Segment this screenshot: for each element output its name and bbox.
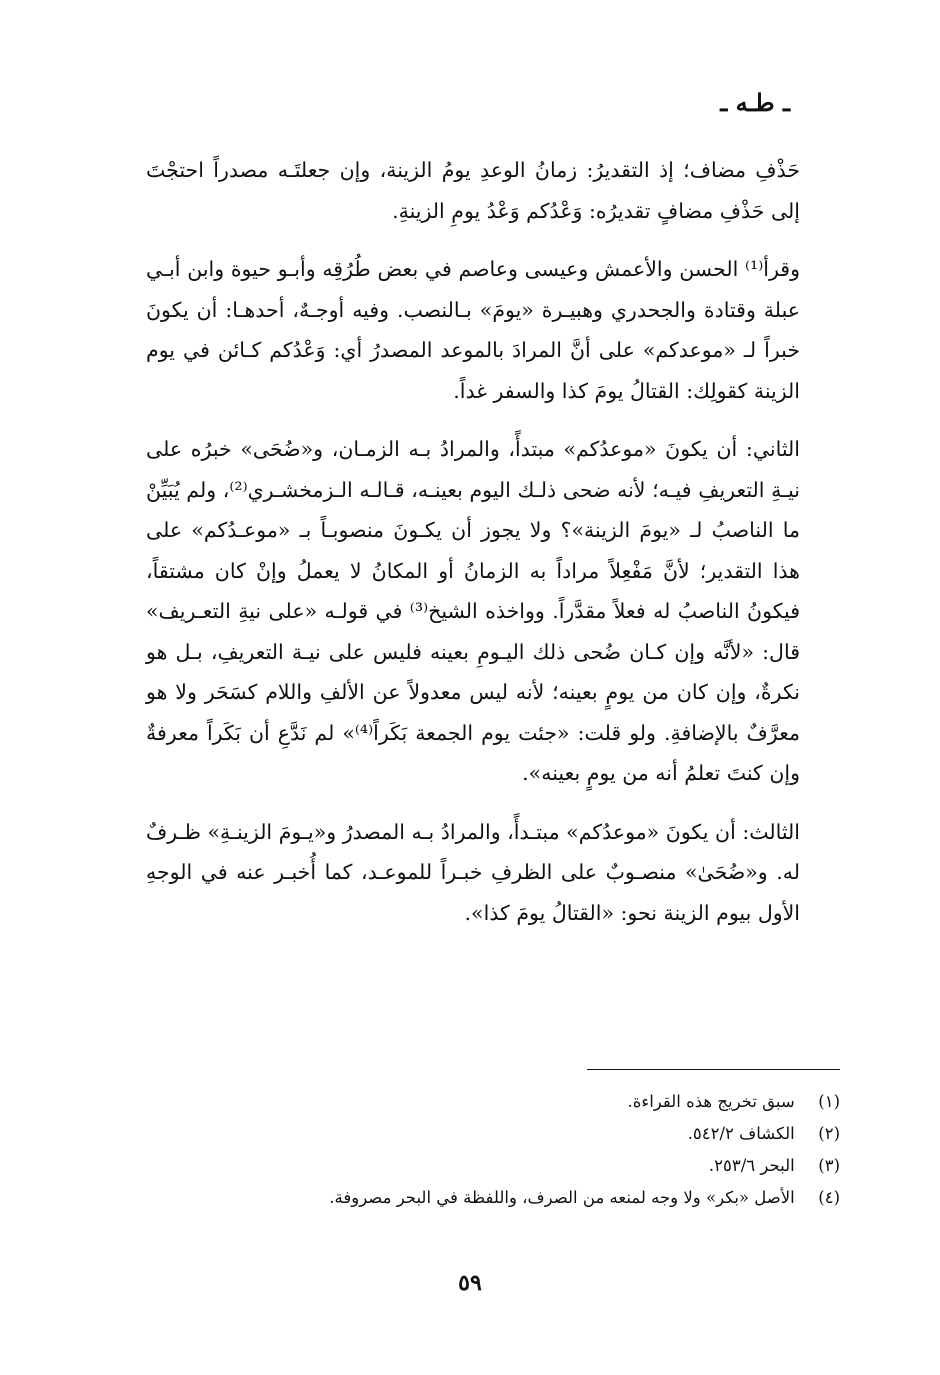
footnote-item bbox=[140, 1182, 840, 1214]
footnote-divider bbox=[587, 1069, 840, 1070]
footnote-number: (٤) bbox=[818, 1188, 840, 1207]
footnote-item bbox=[140, 1086, 840, 1118]
paragraph: وقرأ⁽¹⁾ الحسن والأعمش وعيسى وعاصم في بعض طُرُقِه وأبـو حيوة وابن أبـي عبلة وقتادة والجحدري وهبيـرة «يومَ» بـالنصب. وفيه أوجـهٌ، أحدهـا: أن يكونَ خبراً لـ «موعدكم» على أنَّ المرادَ بالموعد المصدرُ أي: وَعْدُكم كـائن في يوم الزينة كقولِك: القتالُ يومَ كذا والسفر غداً. bbox=[146, 257, 800, 403]
footnote-item bbox=[140, 1150, 840, 1182]
main-text bbox=[146, 150, 800, 951]
footnote-number: (١) bbox=[818, 1092, 840, 1111]
footnote-number: (٣) bbox=[818, 1156, 840, 1175]
footnote-item bbox=[140, 1118, 840, 1150]
page-number: ٥٩ bbox=[458, 1270, 482, 1296]
footnote-text: الكشاف ٥٤٢/٢. bbox=[687, 1124, 795, 1143]
footnote-text: البحر ٢٥٣/٦. bbox=[708, 1156, 795, 1175]
footnote-text: سبق تخريج هذه القراءة. bbox=[627, 1092, 795, 1111]
footnotes bbox=[140, 1086, 840, 1214]
paragraph: حَذْفِ مضاف؛ إذ التقديرُ: زمانُ الوعدِ يومُ الزينة، وإن جعلتَـه مصدراً احتجْتَ إلى حَذْفِ مضافٍ تقديرُه: وَعْدُكم وَعْدُ يومِ الزينةِ. bbox=[146, 158, 800, 223]
paragraph: الثاني: أن يكونَ «موعدُكم» مبتدأً، والمرادُ بـه الزمـان، و«ضُحَى» خبرُه على نيـةِ التعريفِ فيـه؛ لأنه ضحى ذلـك اليوم بعينـه، قـالـه الـزمخشـري⁽²⁾، ولم يُبَيِّنْ ما الناصبُ لـ «يومَ الزينة»؟ ولا يجوز أن يكـونَ منصوبـاً بـ «موعـدُكم» على هذا التقدير؛ لأنَّ مَفْعِلاً مراداً به الزمانُ أو المكانُ لا يعملُ وإنْ كان مشتقاً، فيكونُ الناصبُ له فعلاً مقدَّراً. وواخذه الشيخ⁽³⁾ في قولـه «على نيةِ التعـريف» قال: «لأنَّه وإن كـان ضُحى ذلك اليـومِ بعينه فليس على نيـة التعريفِ، بـل هو نكرةٌ، وإن كان من يومٍ بعينه؛ لأنه ليس معدولاً عن الألفِ واللام كسَحَر ولا هو معرَّفٌ بالإضافةِ. ولو قلت: «جئت يوم الجمعة بَكَراً⁽⁴⁾» لم نَدَّعِ أن بَكَراً معرفةٌ وإن كنتَ تعلمُ أنه من يومٍ بعينه». bbox=[146, 437, 800, 785]
running-header: ـ طـه ـ bbox=[720, 88, 790, 117]
footnote-text: الأصل «بكر» ولا وجه لمنعه من الصرف، واللفظة في البحر مصروفة. bbox=[329, 1188, 795, 1207]
paragraph: الثالث: أن يكونَ «موعدُكم» مبتـدأً، والمرادُ بـه المصدرُ و«يـومَ الزينـةِ» ظـرفٌ له. و«ضُحَىٰ» منصـوبٌ على الظرفِ خبـراً للموعـد، كما أُخبـر عنه في الوجهِ الأول بيوم الزينة نحو: «القتالُ يومَ كذا». bbox=[146, 819, 800, 925]
footnote-number: (٢) bbox=[818, 1124, 840, 1143]
